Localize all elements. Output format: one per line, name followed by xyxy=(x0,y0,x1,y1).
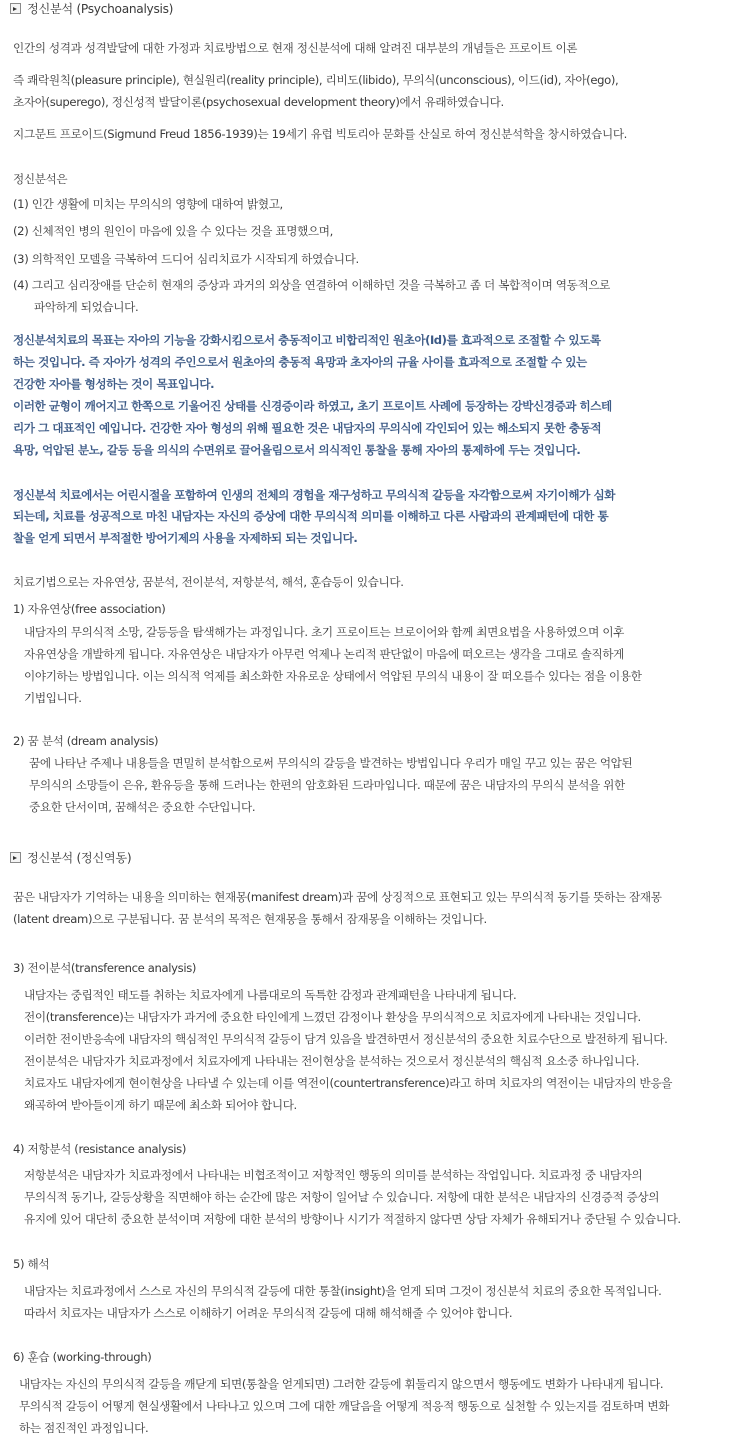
highlight-line: 되는데, 치료를 성공적으로 마친 내담자는 자신의 증상에 대한 무의식적 의미를 이해하고 다른 사람과의 관계패턴에 대한 통 xyxy=(13,509,609,523)
highlight-line: 찰을 얻게 되면서 부적절한 방어기제의 사용을 자제하되 되는 것입니다. xyxy=(13,531,358,545)
text-line: 유지에 있어 대단히 중요한 분석이며 저항에 대한 분석의 방향이나 시기가 적절하지 않다면 상담 자체가 유해되거나 중단될 수 있습니다. xyxy=(24,1212,681,1226)
text-line: 전이분석은 내담자가 치료과정에서 치료자에게 나타내는 전이현상을 분석하는 것으로서 정신분석의 핵심적 요소중 하나입니다. xyxy=(24,1054,640,1068)
text-line: 치료기법으로는 자유연상, 꿈분석, 전이분석, 저항분석, 해석, 훈습등이 있습니다. xyxy=(13,575,404,589)
text-line: 즉 쾌락원칙(pleasure principle), 현실원리(reality principle), 리비도(libido), 무의식(unconscious), 이드(id), 자아(ego), xyxy=(13,73,619,87)
list-item: (1) 인간 생활에 미치는 무의식의 영향에 대하여 밝혔고, xyxy=(13,197,283,211)
text-line: 전이(transference)는 내담자가 과거에 중요한 타인에게 느꼈던 감정이나 환상을 무의식적으로 치료자에게 나타내는 것입니다. xyxy=(24,1010,641,1024)
text-line: 내담자의 무의식적 소망, 갈등등을 탐색해가는 과정입니다. 초기 프로이트는 브로이어와 함께 최면요법을 사용하였으며 이후 xyxy=(24,625,625,639)
highlight-line: 건강한 자아를 형성하는 것이 목표입니다. xyxy=(13,377,215,391)
text-line: 정신분석은 xyxy=(13,172,68,186)
text-line: 내담자는 치료과정에서 스스로 자신의 무의식적 갈등에 대한 통찰(insight)을 얻게 되며 그것이 정신분석 치료의 중요한 목적입니다. xyxy=(24,1284,662,1298)
subheading: 1) 자유연상(free association) xyxy=(13,602,166,616)
section-heading-psychoanalysis: 정신분석 (Psychoanalysis) xyxy=(27,2,174,16)
text-line: 하는 점진적인 과정입니다. xyxy=(19,1421,149,1435)
list-item: (4) 그리고 심리장애를 단순히 현재의 증상과 과거의 외상을 연결하여 이해하던 것을 극복하고 좀 더 복합적이며 역동적으로 xyxy=(13,278,611,292)
highlight-line: 정신분석치료의 목표는 자아의 기능을 강화시킴으로서 충동적이고 비합리적인 원초아(Id)를 효과적으로 조절할 수 있도록 xyxy=(13,333,601,347)
list-item: 파악하게 되었습니다. xyxy=(34,300,139,314)
highlight-line: 리가 그 대표적인 예입니다. 건강한 자아 형성의 위해 필요한 것은 내담자의 무의식에 각인되어 있는 해소되지 못한 충동적 xyxy=(13,421,602,435)
subheading: 6) 훈습 (working-through) xyxy=(13,1350,152,1364)
text-line: 꿈에 나타난 주제나 내용들을 면밀히 분석함으로써 무의식의 갈등을 발견하는 방법입니다 우리가 매일 꾸고 있는 꿈은 억압된 xyxy=(29,756,633,770)
highlight-line: 하는 것입니다. 즉 자아가 성격의 주인으로서 원초아의 충동적 욕망과 초자아의 규율 사이를 효과적으로 조절할 수 있는 xyxy=(13,355,587,369)
text-line: 저항분석은 내담자가 치료과정에서 나타내는 비협조적이고 저항적인 행동의 의미를 분석하는 작업입니다. 치료과정 중 내담자의 xyxy=(24,1168,643,1182)
text-line: 무의식적 갈등이 어떻게 현실생활에서 나타나고 있으며 그에 대한 깨달음을 어떻게 적응적 행동으로 실천할 수 있는지를 검토하며 변화 xyxy=(19,1399,670,1413)
section-heading-psychodynamic: 정신분석 (정신역동) xyxy=(27,851,132,865)
list-item: (3) 의학적인 모델을 극복하여 드디어 심리치료가 시작되게 하였습니다. xyxy=(13,252,359,266)
text-line: 초자아(superego), 정신성적 발달이론(psychosexual development theory)에서 유래하였습니다. xyxy=(13,95,504,109)
text-line: 무의식적 동기나, 갈등상황을 직면해야 하는 순간에 많은 저항이 일어날 수 있습니다. 저항에 대한 분석은 내담자의 신경증적 증상의 xyxy=(24,1190,660,1204)
text-line: 인간의 성격과 성격발달에 대한 가정과 치료방법으로 현재 정신분석에 대해 알려진 대부분의 개념들은 프로이트 이론 xyxy=(13,41,578,55)
text-line: 따라서 치료자는 내담자가 스스로 이해하기 어려운 무의식적 갈등에 대해 해석해줄 수 있어야 합니다. xyxy=(24,1306,513,1320)
list-item: (2) 신체적인 병의 원인이 마음에 있을 수 있다는 것을 표명했으며, xyxy=(13,224,333,238)
subheading: 2) 꿈 분석 (dream analysis) xyxy=(13,734,159,748)
text-line: 내담자는 중립적인 태도를 취하는 치료자에게 나름대로의 독특한 감정과 관계패턴을 나타내게 됩니다. xyxy=(24,988,517,1002)
bullet-arrow-icon xyxy=(10,3,21,14)
subheading: 3) 전이분석(transference analysis) xyxy=(13,961,197,975)
text-line: 내담자는 자신의 무의식적 갈등을 깨닫게 되면(통찰을 얻게되면) 그러한 갈등에 휘둘리지 않으면서 행동에도 변화가 나타내게 됩니다. xyxy=(19,1377,664,1391)
text-line: 왜곡하여 받아들이게 하기 때문에 최소화 되어야 합니다. xyxy=(24,1098,297,1112)
subheading: 4) 저항분석 (resistance analysis) xyxy=(13,1142,187,1156)
text-line: 치료자도 내담자에게 현이현상을 나타낼 수 있는데 이를 역전이(countertransference)라고 하며 치료자의 역전이는 내담자의 반응을 xyxy=(24,1076,673,1090)
text-line: 중요한 단서이며, 꿈해석은 중요한 수단입니다. xyxy=(29,800,256,814)
text-line: 이야기하는 방법입니다. 이는 의식적 억제를 최소화한 자유로운 상태에서 억압된 무의식 내용이 잘 떠오를수 있다는 점을 이용한 xyxy=(24,669,642,683)
text-line: 기법입니다. xyxy=(24,691,82,705)
highlight-line: 이러한 균형이 깨어지고 한쪽으로 기울어진 상태를 신경증이라 하였고, 초기 프로이트 사례에 등장하는 강박신경증과 히스테 xyxy=(13,399,612,413)
text-line: 이러한 전이반응속에 내담자의 핵심적인 무의식적 갈등이 담겨 있음을 발견하면서 정신분석의 중요한 치료수단으로 발전하게 됩니다. xyxy=(24,1032,668,1046)
bullet-arrow-icon xyxy=(10,852,21,863)
text-line: 꿈은 내담자가 기억하는 내용을 의미하는 현재몽(manifest dream)과 꿈에 상징적으로 표현되고 있는 무의식적 동기를 뜻하는 잠재몽 xyxy=(13,890,662,904)
text-line: 무의식의 소망들이 은유, 환유등을 통해 드러나는 한편의 암호화된 드라마입니다. 때문에 꿈은 내담자의 무의식 분석을 위한 xyxy=(29,778,625,792)
text-line: 자유연상을 개발하게 됩니다. 자유연상은 내담자가 아무런 억제나 논리적 판단없이 마음에 떠오르는 생각을 그대로 솔직하게 xyxy=(24,647,625,661)
subheading: 5) 해석 xyxy=(13,1257,50,1271)
text-line: 지그문트 프로이드(Sigmund Freud 1856-1939)는 19세기 유럽 빅토리아 문화를 산실로 하여 정신분석학을 창시하였습니다. xyxy=(13,127,628,141)
text-line: (latent dream)으로 구분됩니다. 꿈 분석의 목적은 현재몽을 통해서 잠재몽을 이해하는 것입니다. xyxy=(13,912,487,926)
highlight-line: 정신분석 치료에서는 어린시절을 포함하여 인생의 전체의 경험을 재구성하고 무의식적 갈등을 자각함으로써 자기이해가 심화 xyxy=(13,488,616,502)
highlight-line: 욕망, 억압된 분노, 갈등 등을 의식의 수면위로 끌어올림으로서 의식적인 통찰을 통해 자아의 통제하에 두는 것입니다. xyxy=(13,443,581,457)
